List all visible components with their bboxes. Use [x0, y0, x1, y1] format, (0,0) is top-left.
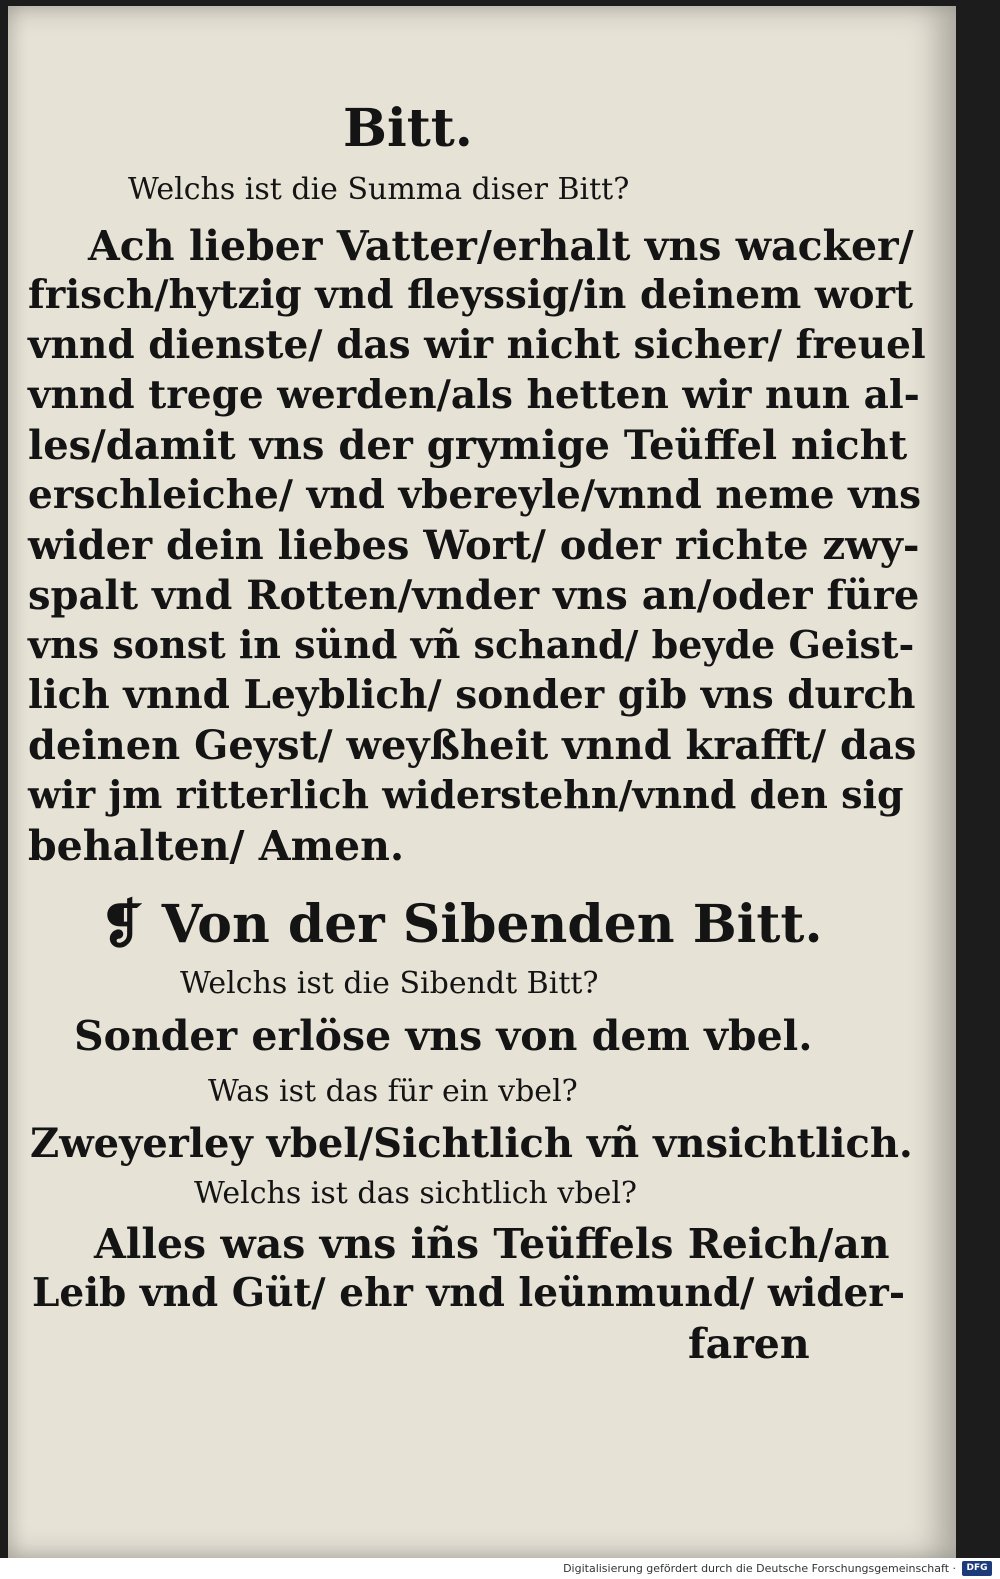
text-line: frisch/hytzig vnd fleyssig/in deinem wort	[28, 272, 914, 318]
page-heading: Bitt.	[343, 98, 473, 159]
question-line: Welchs ist die Summa diser Bitt?	[128, 172, 630, 207]
section-heading	[100, 894, 823, 955]
question-line: Welchs ist das sichtlich vbel?	[194, 1176, 637, 1211]
answer-line: Zweyerley vbel/Sichtlich vñ vnsichtlich.	[30, 1120, 913, 1167]
text-line: lich vnnd Leyblich/ sonder gib vns durch	[28, 672, 916, 718]
text-line: wider dein liebes Wort/ oder richte zwy-	[28, 522, 920, 569]
text-line: wir jm ritterlich widerstehn/vnnd den sig	[28, 772, 904, 817]
pilcrow-icon: ❡	[100, 894, 144, 955]
text-line: vns sonst in sünd vñ schand/ beyde Geist-	[28, 622, 915, 667]
question-line: Was ist das für ein vbel?	[208, 1074, 578, 1109]
text-line: spalt vnd Rotten/vnder vns an/oder füre	[28, 572, 920, 619]
text-line: vnnd dienste/ das wir nicht sicher/ freuel	[28, 322, 926, 368]
book-page	[8, 6, 956, 1558]
text-line: deinen Geyst/ weyßheit vnnd krafft/ das	[28, 722, 917, 769]
text-line: vnnd trege werden/als hetten wir nun al-	[28, 372, 920, 418]
answer-line: Sonder erlöse vns von dem vbel.	[74, 1012, 813, 1060]
question-line: Welchs ist die Sibendt Bitt?	[180, 966, 599, 1001]
text-line: Ach lieber Vatter/erhalt vns wacker/	[88, 222, 914, 270]
section-title: Von der Sibenden Bitt.	[161, 894, 823, 955]
text-line: erschleiche/ vnd vbereyle/vnnd neme vns	[28, 472, 922, 518]
answer-line: Alles was vns iñs Teüffels Reich/an	[94, 1220, 890, 1268]
text-line: les/damit vns der grymige Teüffel nicht	[28, 422, 908, 469]
dfg-logo-icon: DFG	[962, 1561, 992, 1576]
answer-line: Leib vnd Güt/ ehr vnd leünmund/ wider-	[32, 1270, 906, 1316]
footer-bar	[0, 1558, 1000, 1579]
funding-credit: Digitalisierung gefördert durch die Deutsche Forschungsgemeinschaft ·	[563, 1562, 956, 1575]
catchword: faren	[688, 1320, 810, 1368]
text-line: behalten/ Amen.	[28, 822, 405, 870]
